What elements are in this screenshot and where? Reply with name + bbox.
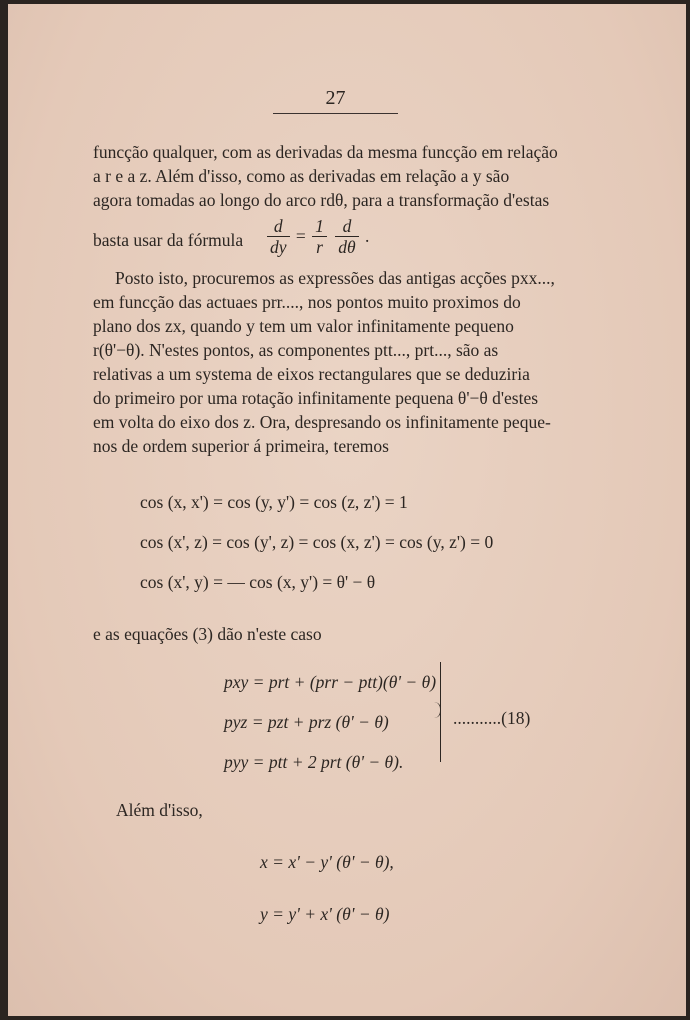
formula-period: .	[365, 226, 370, 246]
book-page	[8, 4, 686, 1016]
equation-y: y = y' + x' (θ' − θ)	[260, 904, 390, 924]
page-number: 27	[273, 86, 398, 114]
formula-expression	[265, 216, 369, 257]
equation-pyz: pyz = pzt + prz (θ' − θ)	[224, 712, 389, 732]
text-line: a r e a z. Além d'isso, como as derivadas em relação a y são	[93, 166, 510, 186]
text-line: Posto isto, procuremos as expressões das antigas acções pxx...,	[115, 268, 555, 288]
text-line: funcção qualquer, com as derivadas da mesma funcção em relação	[93, 142, 558, 162]
text-line: do primeiro por uma rotação infinitamente pequena θ'−θ d'estes	[93, 388, 539, 408]
equals-sign: =	[295, 226, 306, 246]
text-line: r(θ'−θ). N'estes pontos, as componentes ptt..., prt..., são as	[93, 340, 499, 360]
curly-brace	[440, 662, 451, 762]
alem-disso-text: Além d'isso,	[116, 800, 203, 820]
text-line: em funcção das actuaes prr...., nos pontos muito proximos do	[93, 292, 521, 312]
fraction-numerator: d	[267, 216, 290, 237]
paragraph-2	[93, 266, 578, 458]
text-line: agora tomadas ao longo do arco rdθ, para a transformação d'estas	[93, 190, 550, 210]
fraction-numerator: d	[335, 216, 358, 237]
paragraph-1	[93, 140, 578, 212]
cos-equation-3: cos (x', y) = — cos (x, y') = θ' − θ	[140, 572, 376, 592]
equation-pyy: pyy = ptt + 2 prt (θ' − θ).	[224, 752, 404, 772]
text-line: relativas a um systema de eixos rectangulares que se deduziria	[93, 364, 530, 384]
equation-pxy: pxy = prt + (prr − ptt)(θ' − θ)	[224, 672, 437, 692]
cos-equation-2: cos (x', z) = cos (y', z) = cos (x, z') = cos (y, z') = 0	[140, 532, 494, 552]
fraction-d-dtheta	[335, 216, 358, 257]
text-line: em volta do eixo dos z. Ora, despresando os infinitamente peque-	[93, 412, 551, 432]
fraction-denominator: r	[316, 237, 323, 257]
fraction-d-dy	[267, 216, 290, 257]
fraction-numerator: 1	[312, 216, 327, 237]
derivative-formula	[93, 216, 578, 266]
formula-intro: basta usar da fórmula	[93, 230, 244, 250]
fraction-denominator: dθ	[338, 237, 356, 257]
fraction-1-r	[312, 216, 327, 257]
equation-18-intro: e as equações (3) dão n'este caso	[93, 624, 322, 644]
equation-x: x = x' − y' (θ' − θ),	[260, 852, 394, 872]
cos-equation-1: cos (x, x') = cos (y, y') = cos (z, z') = 1	[140, 492, 408, 512]
text-line: nos de ordem superior á primeira, teremos	[93, 436, 389, 456]
fraction-denominator: dy	[270, 237, 287, 257]
text-line: plano dos zx, quando y tem um valor infinitamente pequeno	[93, 316, 514, 336]
equation-number-18: ...........(18)	[453, 708, 531, 728]
